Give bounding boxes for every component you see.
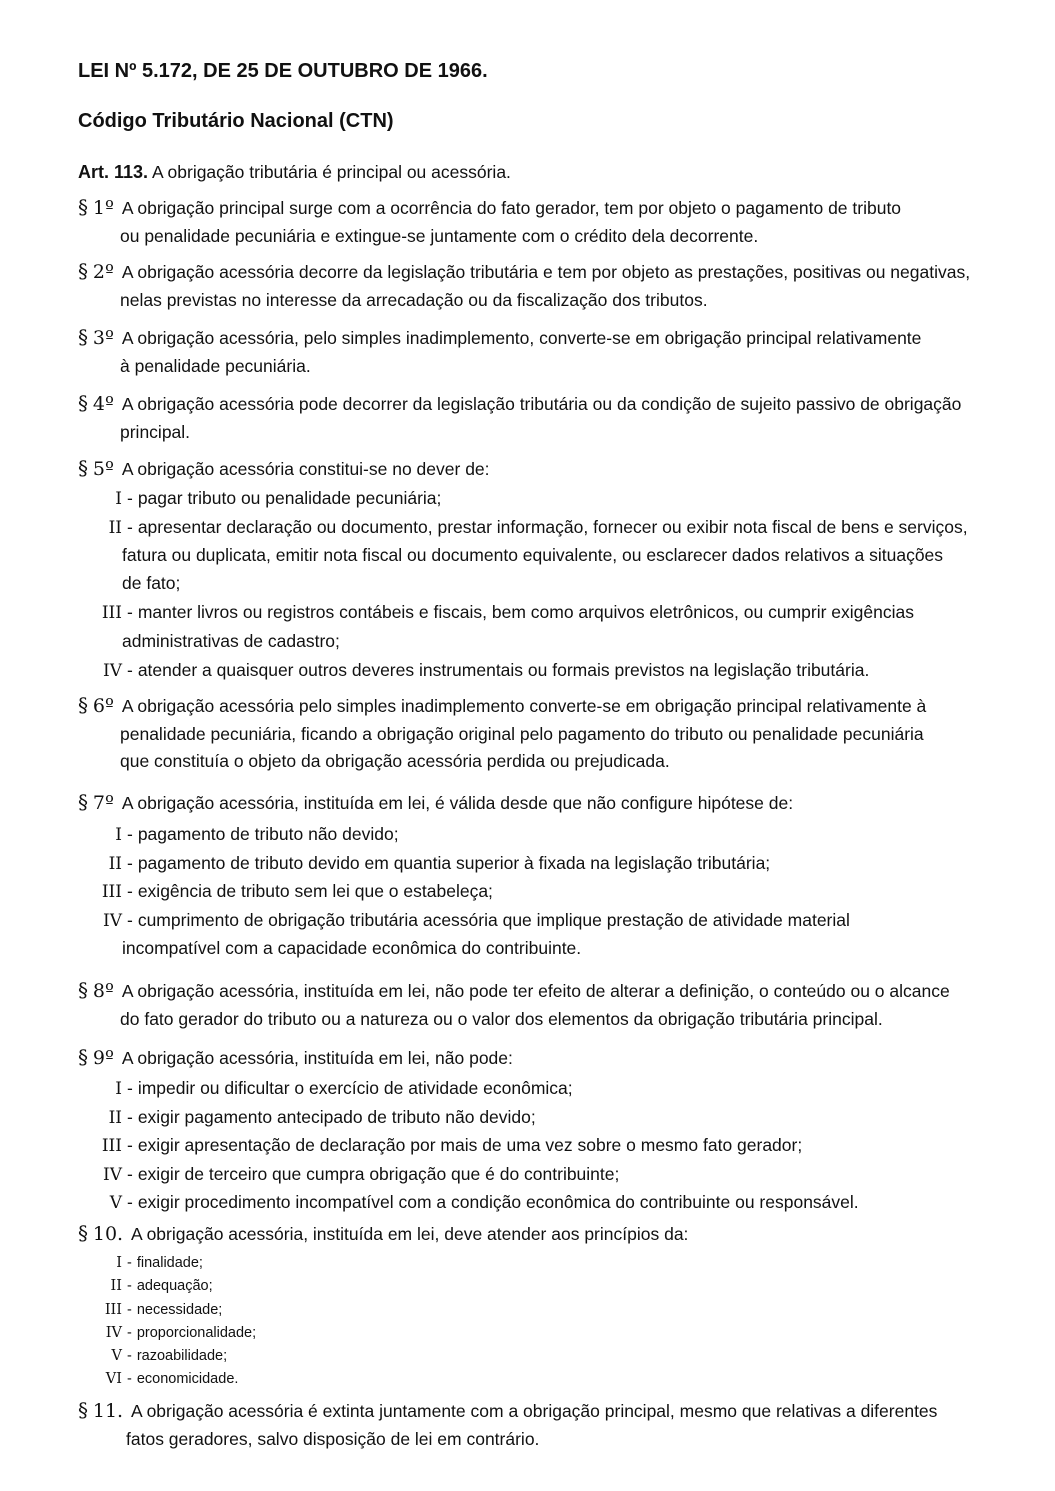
paragraph-line: à penalidade pecuniária. xyxy=(120,355,311,376)
list-item: III - exigir apresentação de declaração por mais de uma vez sobre o mesmo fato gerador; xyxy=(78,1132,1018,1161)
item-line: administrativas de cadastro; xyxy=(122,630,340,651)
paragraph-10-items xyxy=(78,1252,1018,1392)
paragraph-line: principal. xyxy=(120,421,191,442)
paragraph-number: 8º xyxy=(92,980,114,1002)
paragraph-5-items xyxy=(78,485,1018,686)
item-line: economicidade. xyxy=(136,1371,239,1388)
section-symbol: § xyxy=(78,1398,88,1422)
paragraph-2 xyxy=(78,258,998,314)
paragraph-6 xyxy=(78,692,998,776)
item-line: atender a quaisquer outros deveres instrumentais ou formais previstos na legislação tributária. xyxy=(137,660,870,680)
roman-numeral: IV xyxy=(103,910,122,931)
article-text: A obrigação tributária é principal ou acessória. xyxy=(151,162,511,182)
paragraph-line: A obrigação acessória é extinta juntamente com a obrigação principal, mesmo que relativas a diferentes xyxy=(131,1401,938,1421)
item-line: impedir ou dificultar o exercício de atividade econômica; xyxy=(137,1078,573,1098)
roman-numeral: II xyxy=(110,1278,122,1295)
paragraph-11 xyxy=(78,1397,998,1453)
paragraph-line: do fato gerador do tributo ou a natureza ou o valor dos elementos da obrigação tributária principal. xyxy=(120,1008,883,1029)
paragraph-number: 4º xyxy=(92,393,114,415)
list-item: III - exigência de tributo sem lei que o estabeleça; xyxy=(78,878,1018,907)
list-item: IV - proporcionalidade; xyxy=(78,1322,1018,1345)
item-line: exigir apresentação de declaração por mais de uma vez sobre o mesmo fato gerador; xyxy=(137,1135,803,1155)
paragraph-number: 11. xyxy=(92,1400,124,1422)
roman-numeral: V xyxy=(111,1348,122,1365)
paragraph-9 xyxy=(78,1044,998,1073)
list-item: I - pagamento de tributo não devido; xyxy=(78,821,1018,850)
item-line: apresentar declaração ou documento, prestar informação, fornecer ou exibir nota fiscal de bens e serviços, xyxy=(137,516,968,537)
list-item: I - finalidade; xyxy=(78,1252,1018,1275)
paragraph-number: 3º xyxy=(92,327,114,349)
paragraph-10 xyxy=(78,1220,998,1249)
item-line: pagamento de tributo devido em quantia superior à fixada na legislação tributária; xyxy=(137,852,771,873)
item-line: adequação; xyxy=(136,1278,213,1295)
list-item: I - pagar tributo ou penalidade pecuniária; xyxy=(78,485,1018,514)
paragraph-number: 10. xyxy=(92,1223,124,1245)
paragraph-9-items xyxy=(78,1075,1018,1218)
paragraph-number: 7º xyxy=(92,792,114,814)
roman-numeral: III xyxy=(101,882,122,902)
paragraph-line: fatos geradores, salvo disposição de lei em contrário. xyxy=(126,1428,540,1449)
paragraph-line: A obrigação acessória, instituída em lei, não pode: xyxy=(121,1048,513,1068)
paragraph-5 xyxy=(78,455,998,484)
paragraph-number: 1º xyxy=(92,197,114,219)
section-symbol: § xyxy=(78,790,88,814)
paragraph-line: A obrigação principal surge com a ocorrência do fato gerador, tem por objeto o pagamento de tributo xyxy=(121,198,902,218)
roman-numeral: IV xyxy=(103,1164,122,1185)
section-symbol: § xyxy=(78,259,88,283)
item-line: exigir pagamento antecipado de tributo não devido; xyxy=(137,1106,536,1127)
item-line: manter livros ou registros contábeis e fiscais, bem como arquivos eletrônicos, ou cumprir exigências xyxy=(137,602,914,622)
paragraph-line: A obrigação acessória, pelo simples inadimplemento, converte-se em obrigação principal relativamente xyxy=(121,328,922,348)
paragraph-line: que constituía o objeto da obrigação acessória perdida ou prejudicada. xyxy=(120,751,670,771)
list-item: II - apresentar declaração ou documento, prestar informação, fornecer ou exibir nota fiscal de bens e serviços, fatura ou duplicata, emitir nota fiscal ou documento equivalente, ou esclarecer dados relativos a situações de fato; xyxy=(78,514,1018,598)
code-title: Código Tributário Nacional (CTN) xyxy=(78,110,394,132)
article-number: Art. 113. xyxy=(78,162,149,182)
law-title: LEI Nº 5.172, DE 25 DE OUTUBRO DE 1966. xyxy=(78,60,488,82)
section-symbol: § xyxy=(78,456,88,480)
list-item: IV - exigir de terceiro que cumpra obrigação que é do contribuinte; xyxy=(78,1161,1018,1190)
item-line: cumprimento de obrigação tributária acessória que implique prestação de atividade material xyxy=(137,909,850,930)
section-symbol: § xyxy=(78,391,88,415)
list-item: V - exigir procedimento incompatível com a condição econômica do contribuinte ou responsável. xyxy=(78,1189,1018,1218)
roman-numeral: IV xyxy=(103,661,122,681)
section-symbol: § xyxy=(78,1221,88,1245)
paragraph-line: A obrigação acessória pode decorrer da legislação tributária ou da condição de sujeito passivo de obrigação xyxy=(121,394,962,414)
roman-numeral: III xyxy=(101,1136,122,1156)
paragraph-line: A obrigação acessória, instituída em lei, não pode ter efeito de alterar a definição, o conteúdo ou o alcance xyxy=(121,981,950,1001)
roman-numeral: III xyxy=(104,1301,122,1318)
list-item: IV - cumprimento de obrigação tributária acessória que implique prestação de atividade material incompatível com a capacidade econômica do contribuinte. xyxy=(78,907,1018,963)
article-113 xyxy=(78,162,511,183)
section-symbol: § xyxy=(78,325,88,349)
roman-numeral: III xyxy=(101,603,122,623)
roman-numeral: II xyxy=(108,1107,122,1128)
paragraph-1 xyxy=(78,194,998,250)
item-line: pagamento de tributo não devido; xyxy=(137,824,399,844)
paragraph-number: 5º xyxy=(92,458,114,480)
item-line: exigir de terceiro que cumpra obrigação que é do contribuinte; xyxy=(137,1163,620,1184)
roman-numeral: II xyxy=(108,517,122,538)
roman-numeral: VI xyxy=(105,1371,122,1388)
paragraph-number: 6º xyxy=(92,695,114,717)
paragraph-line: A obrigação acessória pelo simples inadimplemento converte-se em obrigação principal relativamente à xyxy=(121,696,927,716)
item-line: exigir procedimento incompatível com a condição econômica do contribuinte ou responsável. xyxy=(137,1192,859,1212)
list-item: II - adequação; xyxy=(78,1275,1018,1298)
paragraph-line: A obrigação acessória constitui-se no dever de: xyxy=(121,459,490,479)
paragraph-line: ou penalidade pecuniária e extingue-se juntamente com o crédito dela decorrente. xyxy=(120,225,759,246)
paragraph-number: 9º xyxy=(92,1047,114,1069)
roman-numeral: I xyxy=(116,1255,122,1271)
item-line: incompatível com a capacidade econômica do contribuinte. xyxy=(122,938,582,958)
list-item: IV - atender a quaisquer outros deveres instrumentais ou formais previstos na legislação tributária. xyxy=(78,657,1018,686)
paragraph-line: A obrigação acessória, instituída em lei, deve atender aos princípios da: xyxy=(131,1224,689,1244)
paragraph-number: 2º xyxy=(92,261,114,283)
section-symbol: § xyxy=(78,1045,88,1069)
list-item: III - necessidade; xyxy=(78,1299,1018,1322)
paragraph-line: penalidade pecuniária, ficando a obrigação original pelo pagamento do tributo ou penalidade pecuniária xyxy=(120,723,924,744)
roman-numeral: I xyxy=(115,1079,122,1099)
item-line: proporcionalidade; xyxy=(136,1324,257,1341)
paragraph-line: A obrigação acessória, instituída em lei, é válida desde que não configure hipótese de: xyxy=(121,793,794,813)
item-line: exigência de tributo sem lei que o estabeleça; xyxy=(137,881,493,901)
paragraph-7 xyxy=(78,789,998,818)
section-symbol: § xyxy=(78,978,88,1002)
roman-numeral: I xyxy=(115,825,122,845)
roman-numeral: IV xyxy=(105,1324,122,1341)
section-symbol: § xyxy=(78,693,88,717)
roman-numeral: V xyxy=(109,1193,122,1213)
paragraph-7-items xyxy=(78,821,1018,963)
paragraph-4 xyxy=(78,390,998,446)
roman-numeral: I xyxy=(115,489,122,509)
item-line: necessidade; xyxy=(136,1301,223,1318)
section-symbol: § xyxy=(78,195,88,219)
list-item: VI - economicidade. xyxy=(78,1368,1018,1391)
item-line: fatura ou duplicata, emitir nota fiscal ou documento equivalente, ou esclarecer dados relativos a situações xyxy=(122,545,944,565)
list-item: III - manter livros ou registros contábeis e fiscais, bem como arquivos eletrônicos, ou cumprir exigências administrativas de cadastro; xyxy=(78,599,1018,655)
list-item: II - exigir pagamento antecipado de tributo não devido; xyxy=(78,1104,1018,1133)
item-line: finalidade; xyxy=(136,1255,203,1271)
roman-numeral: II xyxy=(108,853,122,874)
paragraph-3 xyxy=(78,324,998,380)
list-item: I - impedir ou dificultar o exercício de atividade econômica; xyxy=(78,1075,1018,1104)
paragraph-8 xyxy=(78,977,998,1033)
item-line: pagar tributo ou penalidade pecuniária; xyxy=(137,488,442,508)
paragraph-line: A obrigação acessória decorre da legislação tributária e tem por objeto as prestações, positivas ou negativas, xyxy=(121,262,971,282)
paragraph-line: nelas previstas no interesse da arrecadação ou da fiscalização dos tributos. xyxy=(120,289,708,310)
list-item: II - pagamento de tributo devido em quantia superior à fixada na legislação tributária; xyxy=(78,850,1018,879)
item-line: de fato; xyxy=(122,572,181,593)
item-line: razoabilidade; xyxy=(136,1348,228,1365)
list-item: V - razoabilidade; xyxy=(78,1345,1018,1368)
